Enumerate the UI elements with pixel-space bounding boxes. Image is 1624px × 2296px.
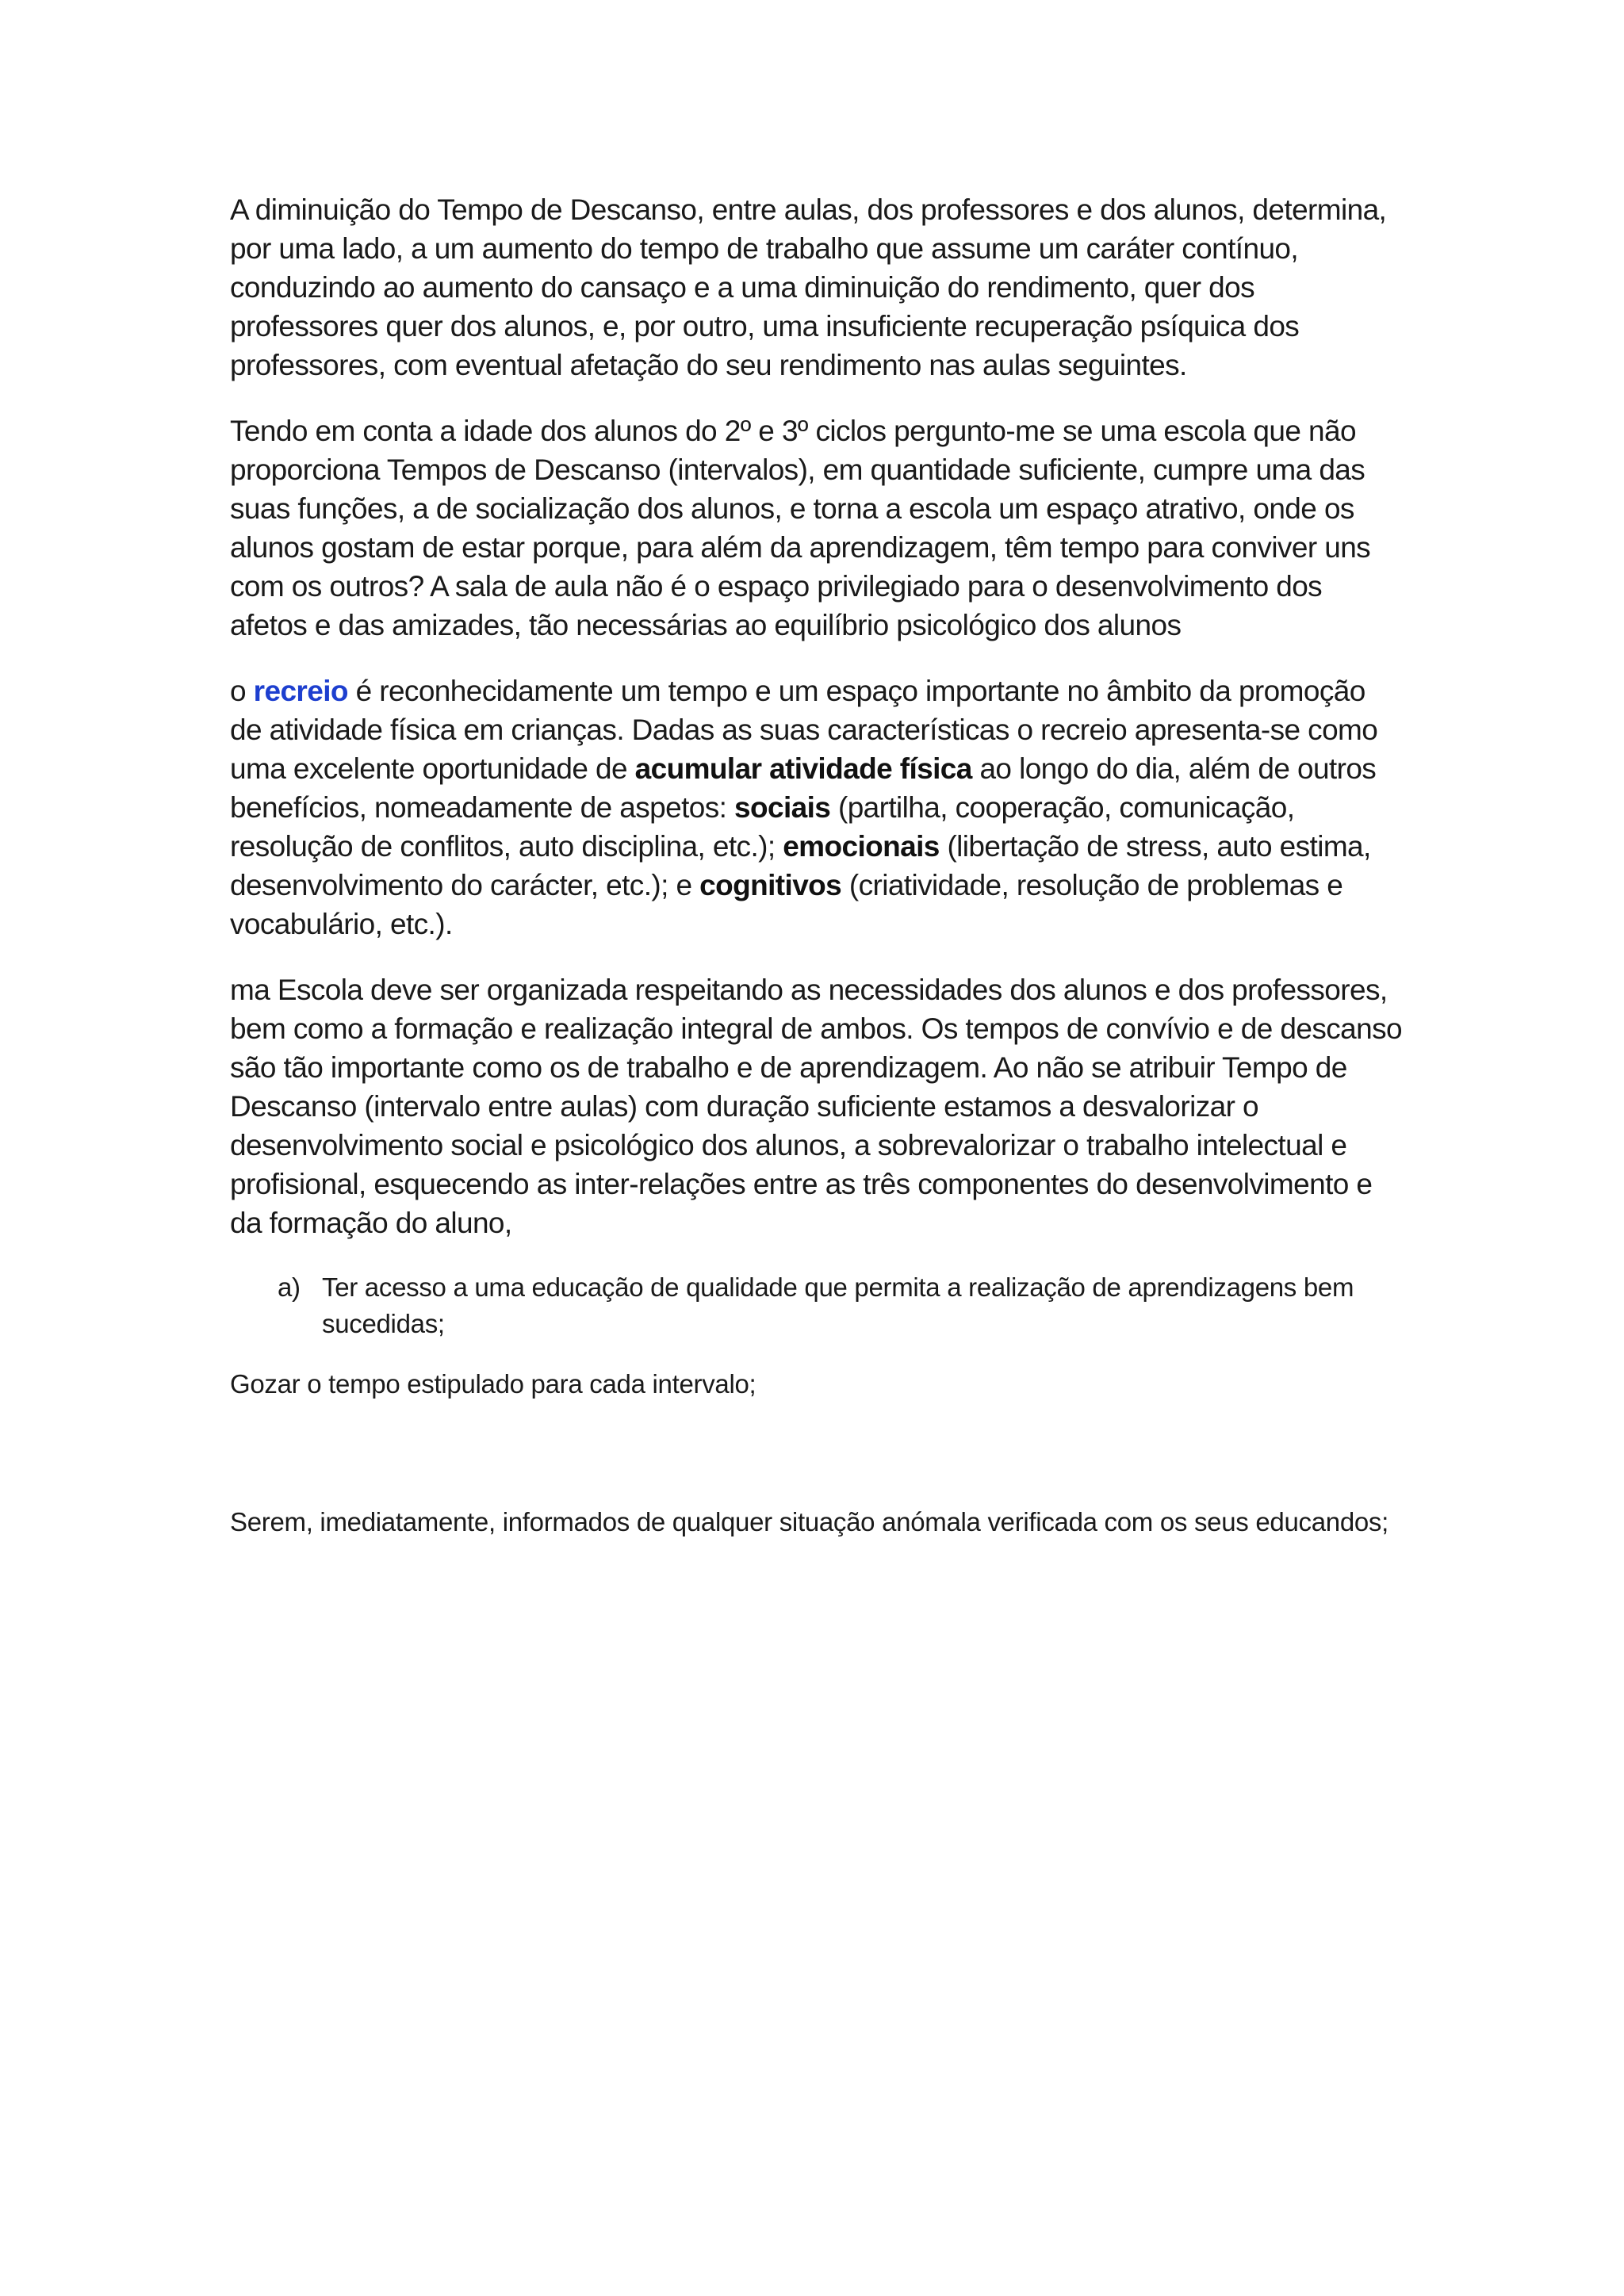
list-marker: a) [278, 1272, 301, 1302]
paragraph-recreio [230, 672, 1404, 943]
paragraph-socialization: Tendo em conta a idade dos alunos do 2º e 3º ciclos pergunto-me se uma escola que não proporciona Tempos de Descanso (intervalos), em quantidade suficiente, cumpre uma das suas funções, a de socialização dos alunos, e torna a escola um espaço atrativo, onde os alunos gostam de estar porque, para além da aprendizagem, têm tempo para conviver uns com os outros? A sala de aula não é o espaço privilegiado para o desenvolvimento dos afetos e das amizades, tão necessárias ao equilíbrio psicológico dos alunos [230, 415, 1371, 641]
paragraph-rest-time: A diminuição do Tempo de Descanso, entre aulas, dos professores e dos alunos, determina, por uma lado, a um aumento do tempo de trabalho que assume um caráter contínuo, conduzindo ao aumento do cansaço e a uma diminuição do rendimento, quer dos professores quer dos alunos, e, por outro, uma insuficiente recuperação psíquica dos professores, com eventual afetação do seu rendimento nas aulas seguintes. [230, 193, 1387, 381]
bold-sociais: sociais [734, 791, 831, 824]
paragraph-recreio-text-4: (partilha, cooperação, comunicação, resolução de conflitos, auto disciplina, etc.); [230, 791, 1295, 863]
paragraph-school-organization: ma Escola deve ser organizada respeitando as necessidades dos alunos e dos professores, bem como a formação e realização integral de ambos. Os tempos de convívio e de descanso são tão importante como os de trabalho e de aprendizagem. Ao não se atribuir Tempo de Descanso (intervalo entre aulas) com duração suficiente estamos a desvalorizar o desenvolvimento social e psicológico dos alunos, a sobrevalorizar o trabalho intelectual e profisional, esquecendo as inter-relações entre as três componentes do desenvolvimento e da formação do aluno, [230, 974, 1402, 1239]
paragraph-recreio-text-6: (criatividade, resolução de problemas e vocabulário, etc.). [230, 869, 1343, 940]
bold-cognitivos: cognitivos [699, 869, 842, 901]
bold-acumular-atividade-fisica: acumular atividade física [634, 752, 972, 785]
paragraph-recreio-text-3: ao longo do dia, além de outros benefícios, nomeadamente de aspetos: [230, 752, 1377, 824]
line-gozar-intervalo: Gozar o tempo estipulado para cada intervalo; [230, 1369, 756, 1399]
paragraph-recreio-text-5: (libertação de stress, auto estima, desenvolvimento do carácter, etc.); e [230, 830, 1371, 901]
recreio-highlight: recreio [253, 675, 348, 707]
list-item-a [230, 1269, 1404, 1342]
paragraph-recreio-text-1: o [230, 675, 254, 707]
list-item-text: Ter acesso a uma educação de qualidade que permita a realização de aprendizagens bem sucedidas; [322, 1272, 1354, 1338]
line-serem-informados: Serem, imediatamente, informados de qualquer situação anómala verificada com os seus educandos; [230, 1507, 1388, 1536]
document-body [230, 190, 1404, 1540]
bold-emocionais: emocionais [783, 830, 940, 863]
paragraph-recreio-text-2: é reconhecidamente um tempo e um espaço importante no âmbito da promoção de atividade física em crianças. Dadas as suas características o recreio apresenta-se como uma excelente oportunidade de [230, 675, 1378, 785]
